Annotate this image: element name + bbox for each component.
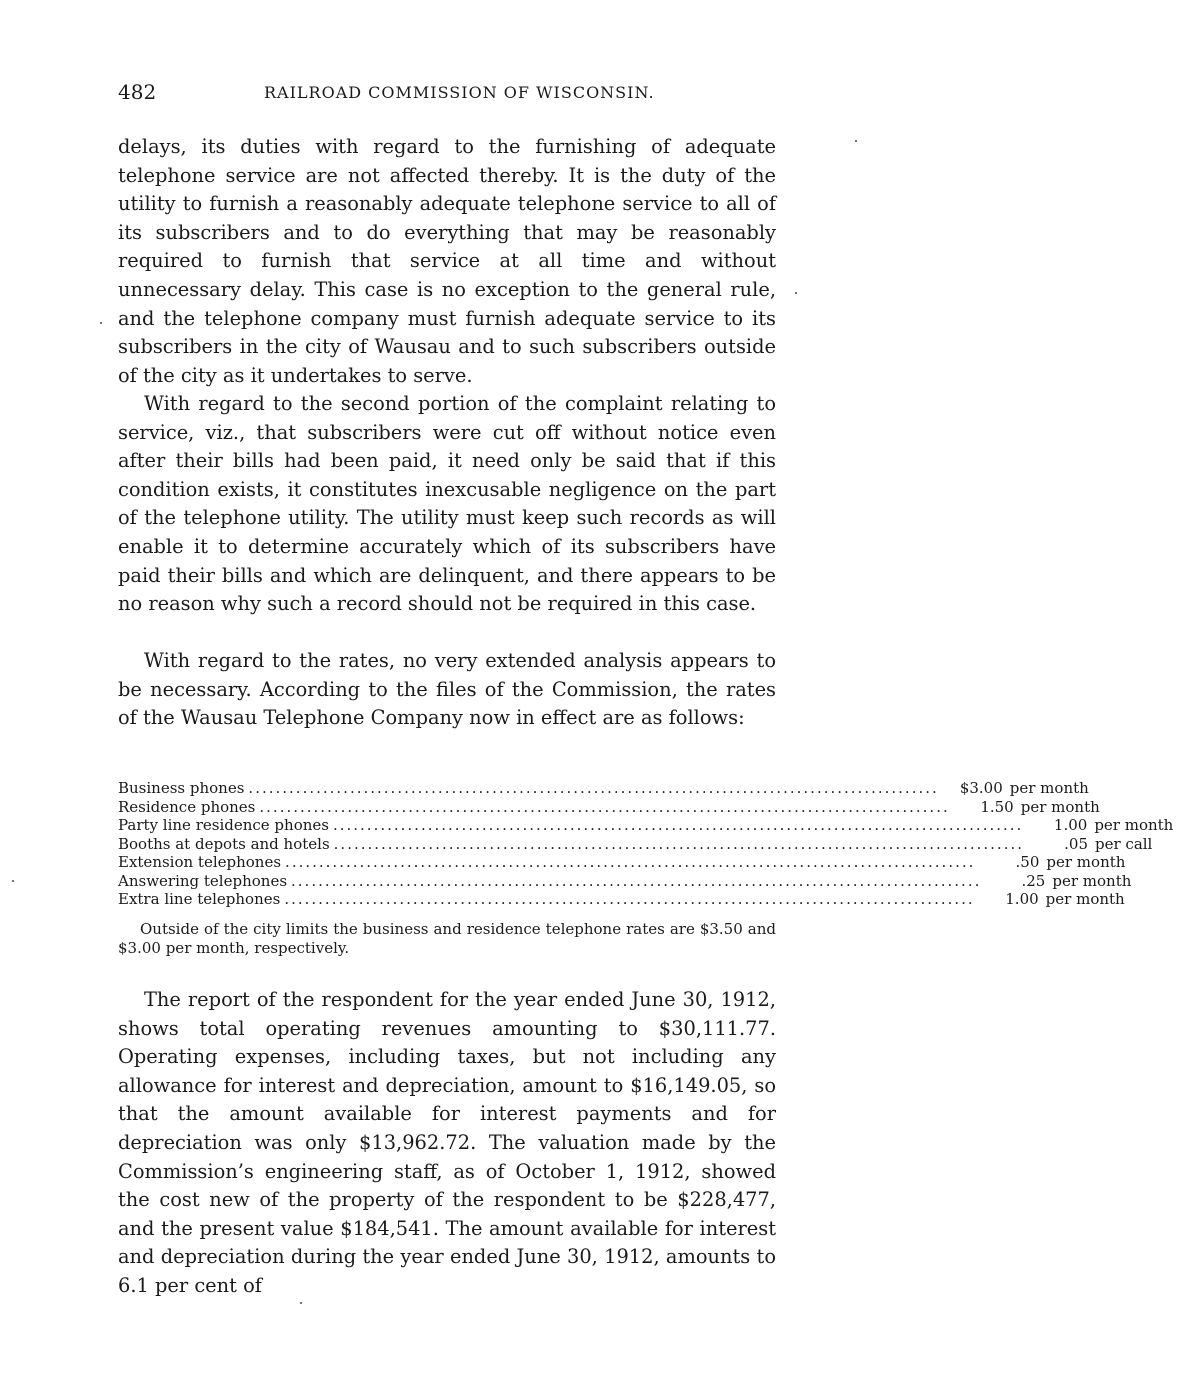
rate-row	[118, 834, 1153, 854]
rate-unit: per call	[1095, 834, 1153, 853]
rate-unit: per month	[1052, 871, 1132, 890]
page-number: 482	[118, 80, 157, 104]
rate-amount: .25	[1021, 871, 1046, 890]
rate-unit: per month	[1045, 890, 1125, 908]
rate-row	[118, 797, 1100, 817]
rate-table	[118, 779, 1174, 909]
rate-amount: 1.00	[1005, 890, 1039, 908]
print-speck	[100, 322, 102, 324]
rate-item: Business phones	[118, 779, 245, 797]
print-speck	[855, 140, 857, 142]
dot-leader: ......................................................................................................	[284, 890, 975, 908]
print-speck	[795, 292, 797, 294]
rate-item: Residence phones	[118, 797, 256, 816]
rate-amount: .05	[1064, 834, 1088, 853]
rate-row	[118, 853, 1126, 872]
rate-row	[118, 871, 1132, 891]
rate-row	[118, 779, 1089, 798]
rate-unit: per month	[1094, 816, 1174, 834]
print-speck	[300, 1302, 302, 1304]
rate-unit: per month	[1009, 779, 1089, 797]
rate-item: Party line residence phones	[118, 816, 329, 834]
paragraph-service-duty: delays, its duties with regard to the furnishing of adequate telephone service are not affected thereby. It is the duty of the utility to furnish a reasonably adequate telephone service to all of its subscribers and to do everything that may be reasonably required to furnish that service at all time and without unnecessary delay. This case is no exception to the general rule, and the telephone company must furnish adequate service to its subscribers in the city of Wausau and to such subscribers outside of the city as it undertakes to serve.	[118, 135, 776, 387]
rate-amount: $3.00	[959, 779, 1003, 797]
dot-leader: ......................................................................................................	[291, 871, 982, 890]
rate-amount: 1.50	[980, 797, 1014, 816]
rate-unit: per month	[1046, 853, 1126, 871]
rate-item: Extension telephones	[118, 853, 282, 871]
paragraph-financial-report: The report of the respondent for the year ended June 30, 1912, shows total operating revenues amounting to $30,111.77. Operating expenses, including taxes, but not including any allowance for interest and depreciation, amount to $16,149.05, so that the amount available for interest payments and for depreciation was only $13,962.72. The valuation made by the Commission’s engineering staff, as of October 1, 1912, showed the cost new of the property of the respondent to be $228,477, and the present value $184,541. The amount available for interest and depreciation during the year ended June 30, 1912, amounts to 6.1 per cent of	[118, 988, 776, 1297]
journal-title: RAILROAD COMMISSION OF WISCONSIN.	[264, 83, 655, 102]
dot-leader: ......................................................................................................	[332, 816, 1024, 834]
dot-leader: ......................................................................................................	[259, 797, 950, 816]
paragraph-billing-records: With regard to the second portion of the complaint relating to service, viz., that subscribers were cut off without notice even after their bills had been paid, it need only be said that if this condition exists, it constitutes inexcusable negligence on the part of the telephone utility. The utility must keep such records as will enable it to determine accurately which of its subscribers have paid their bills and which are delinquent, and there appears to be no reason why such a record should not be required in this case.	[118, 392, 776, 616]
running-head	[118, 80, 776, 106]
rate-amount: 1.00	[1053, 816, 1088, 834]
rate-item: Answering telephones	[118, 871, 288, 890]
dot-leader: ......................................................................................................	[248, 779, 939, 797]
rate-row	[118, 890, 1125, 909]
print-speck	[12, 880, 14, 882]
rate-amount: .50	[1015, 853, 1040, 871]
rate-note: Outside of the city limits the business and residence telephone rates are $3.50 and $3.00 per month, respectively.	[118, 920, 776, 957]
rate-unit: per month	[1020, 797, 1100, 816]
rate-row	[118, 816, 1174, 835]
rate-item: Extra line telephones	[118, 890, 281, 908]
dot-leader: ......................................................................................................	[333, 834, 1024, 853]
paragraph-rates-intro: With regard to the rates, no very extended analysis appears to be necessary. According to the files of the Commission, the rates of the Wausau Telephone Company now in effect are as follows:	[118, 649, 776, 730]
rate-item: Booths at depots and hotels	[118, 834, 330, 853]
dot-leader: ......................................................................................................	[285, 853, 976, 871]
